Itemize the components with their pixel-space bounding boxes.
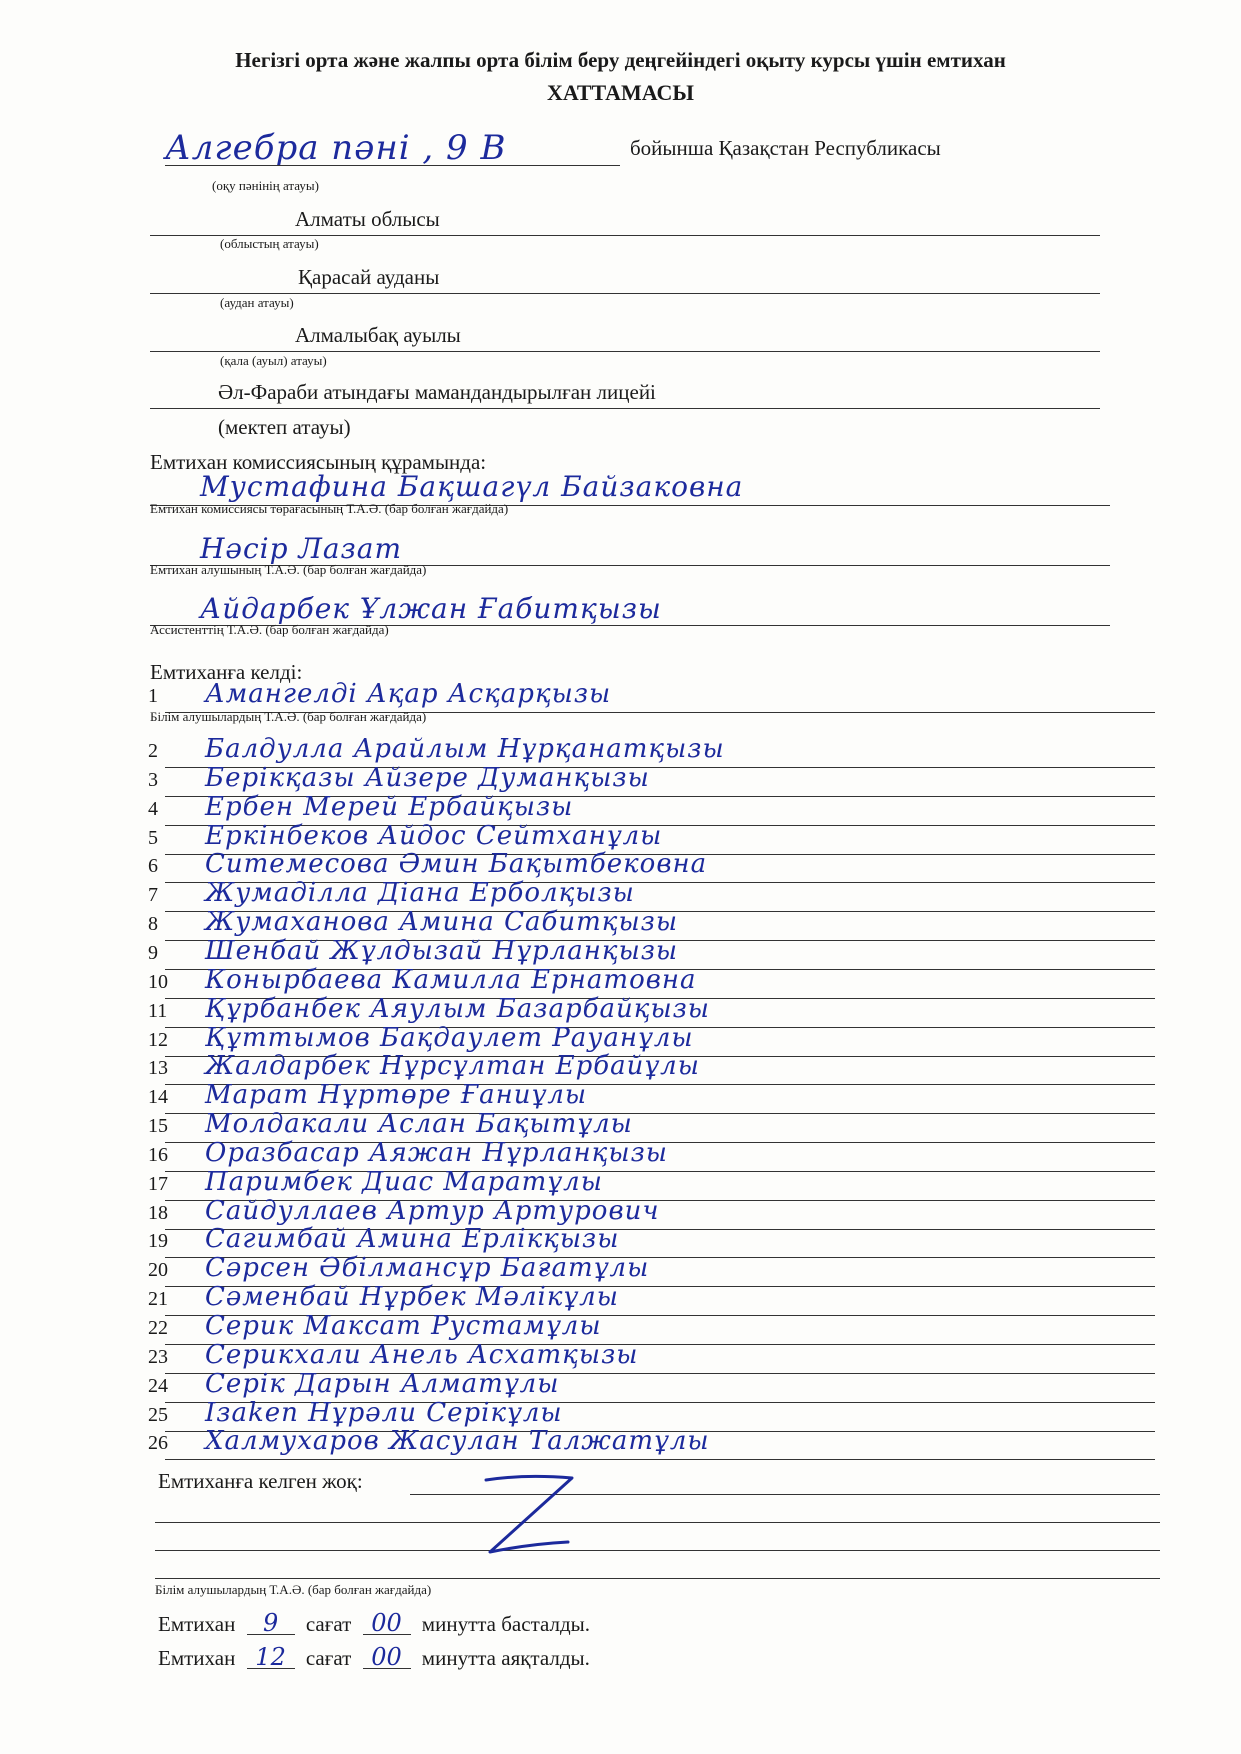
start-suffix: минутта басталды. [421, 1612, 591, 1636]
student-name: Сагимбай Амина Ерлікқызы [205, 1224, 620, 1255]
student-number: 11 [148, 999, 168, 1022]
district-caption: (аудан атауы) [220, 295, 294, 310]
student-row [0, 1368, 1241, 1404]
end-prefix: Емтихан [158, 1646, 236, 1670]
student-name: Құттымов Бақдаулет Рауанұлы [205, 1022, 694, 1053]
school-line [150, 408, 1100, 409]
absent-heading: Емтиханға келген жоқ: [158, 1469, 363, 1493]
student-name: Серикхали Анель Асхатқызы [205, 1339, 639, 1370]
student-number: 25 [148, 1403, 168, 1426]
student-name: Молдакали Аслан Бақытұлы [205, 1109, 633, 1140]
student-name: Жалдарбек Нұрсұлтан Ербайұлы [205, 1051, 700, 1082]
school-value: Әл-Фараби атындағы мамандандырылған лицейі [218, 380, 656, 404]
locality-value: Алмалыбақ ауылы [295, 323, 461, 347]
student-name: Құрбанбек Аяулым Базарбайқызы [205, 993, 710, 1024]
commission-chair-caption: Емтихан комиссиясы төрағасының Т.А.Ә. (бар болған жағдайда) [150, 501, 509, 516]
student-number: 19 [148, 1230, 168, 1253]
student-number: 4 [148, 797, 158, 820]
student-line [165, 1459, 1155, 1460]
student-number: 2 [148, 740, 158, 762]
absent-line-4 [155, 1578, 1160, 1579]
commission-chair-name: Мустафина Бақшагүл Байзаковна [200, 470, 744, 503]
student-row [0, 1195, 1241, 1231]
student-name: Сәрсен Әбілмансұр Бағатұлы [205, 1253, 650, 1284]
student-number: 24 [148, 1374, 168, 1397]
student-name: Серик Максат Рустамұлы [205, 1311, 602, 1341]
student-number: 21 [148, 1288, 168, 1311]
student-name: Балдулла Арайлым Нұрқанатқызы [205, 734, 725, 764]
student-number: 8 [148, 913, 158, 936]
absent-z-mark [480, 1472, 580, 1567]
student-number: 10 [148, 970, 168, 993]
student-name: Сайдуллаев Артур Артурович [205, 1195, 660, 1226]
school-caption: (мектеп атауы) [218, 415, 351, 439]
student-name: Берікқазы Айзере Думанқызы [205, 762, 650, 793]
student-number: 3 [148, 768, 158, 791]
subject-caption: (оқу пәнінің атауы) [212, 178, 319, 193]
start-prefix: Емтихан [158, 1612, 236, 1636]
exam-start-row [158, 1609, 591, 1637]
student-name: Ізаken Нұрәли Серікұлы [205, 1397, 563, 1428]
student-name: Марат Нұртөре Ғаниұлы [205, 1080, 588, 1111]
student-row [0, 762, 1241, 798]
student-number: 15 [148, 1115, 168, 1138]
student-name: Серік Дарын Алматұлы [205, 1368, 560, 1399]
locality-caption: (қала (ауыл) атауы) [220, 353, 327, 368]
end-mid: сағат [305, 1646, 352, 1670]
student-number: 14 [148, 1086, 168, 1109]
attended-caption: Білім алушылардың Т.А.Ә. (бар болған жағдайда) [150, 709, 427, 724]
document-title-line2: ХАТТАМАСЫ [546, 80, 695, 105]
attended-heading: Емтиханға келді: [150, 660, 303, 684]
end-minute: 00 [363, 1646, 411, 1669]
student-number: 22 [148, 1317, 168, 1339]
student-number: 7 [148, 884, 158, 907]
student-number: 5 [148, 826, 158, 849]
commission-examiner-name: Нәсір Лазат [200, 532, 403, 565]
student-number: 18 [148, 1201, 168, 1224]
end-suffix: минутта аяқталды. [421, 1646, 590, 1670]
student-number: 26 [148, 1432, 168, 1455]
student-name: Амангелді Ақар Асқарқызы [205, 679, 612, 709]
student-number: 13 [148, 1057, 168, 1080]
commission-assistant-caption: Ассистенттің Т.А.Ә. (бар болған жағдайда) [150, 622, 389, 637]
subject-handwritten: Алгебра пәні , 9 В [165, 128, 507, 168]
document-title-line1: Негізгі орта және жалпы орта білім беру деңгейіндегі оқыту курсы үшін емтихан [235, 48, 1006, 72]
commission-examiner-caption: Емтихан алушының Т.А.Ә. (бар болған жағдайда) [150, 562, 427, 577]
student-number: 1 [148, 685, 158, 707]
student-number: 12 [148, 1028, 168, 1051]
student-name: Жумаханова Амина Сабитқызы [205, 907, 678, 938]
student-number: 20 [148, 1259, 168, 1282]
student-row [0, 1282, 1241, 1317]
absent-line-3 [155, 1550, 1160, 1551]
student-row [0, 1253, 1241, 1288]
locality-line [150, 351, 1100, 352]
student-row [0, 1426, 1241, 1461]
student-row [0, 1339, 1241, 1375]
student-name: Ербен Мерей Ербайқызы [205, 791, 574, 822]
start-mid: сағат [305, 1612, 352, 1636]
district-line [150, 293, 1100, 294]
student-name: Еркінбеков Айдос Сейтханұлы [205, 820, 663, 851]
start-hour: 9 [247, 1612, 295, 1635]
student-name: Паримбек Диас Маратұлы [205, 1166, 603, 1197]
absent-caption: Білім алушылардың Т.А.Ә. (бар болған жағдайда) [155, 1582, 432, 1597]
student-name: Сәменбай Нұрбек Мәлікұлы [205, 1282, 619, 1313]
student-name: Конырбаева Камилла Ернатовна [205, 964, 697, 995]
student-name: Ситемесова Әмин Бақытбековна [205, 849, 708, 880]
end-hour: 12 [247, 1646, 295, 1669]
student-name: Жумаділла Діана Ерболқызы [205, 878, 635, 909]
region-caption: (облыстың атауы) [220, 236, 319, 251]
commission-heading: Емтихан комиссиясының құрамында: [150, 450, 487, 474]
student-row [0, 1137, 1241, 1173]
subject-line [165, 165, 620, 166]
student-number: 23 [148, 1345, 168, 1368]
student-number: 17 [148, 1172, 168, 1195]
absent-line-2 [155, 1522, 1160, 1523]
region-value: Алматы облысы [295, 207, 440, 231]
student-row [0, 1051, 1241, 1086]
district-value: Қарасай ауданы [298, 265, 440, 289]
student-number: 6 [148, 855, 158, 878]
start-minute: 00 [363, 1612, 411, 1635]
subject-suffix: бойынша Қазақстан Республикасы [630, 136, 941, 160]
student-name: Шенбай Жұлдызай Нұрланқызы [205, 935, 679, 966]
student-name: Халмухаров Жасулан Талжатұлы [205, 1426, 710, 1457]
commission-assistant-name: Айдарбек Ұлжан Ғабитқызы [200, 592, 662, 625]
student-number: 9 [148, 941, 158, 964]
exam-end-row [158, 1643, 590, 1671]
student-name: Оразбасар Аяжан Нұрланқызы [205, 1137, 668, 1168]
student-number: 16 [148, 1143, 168, 1166]
